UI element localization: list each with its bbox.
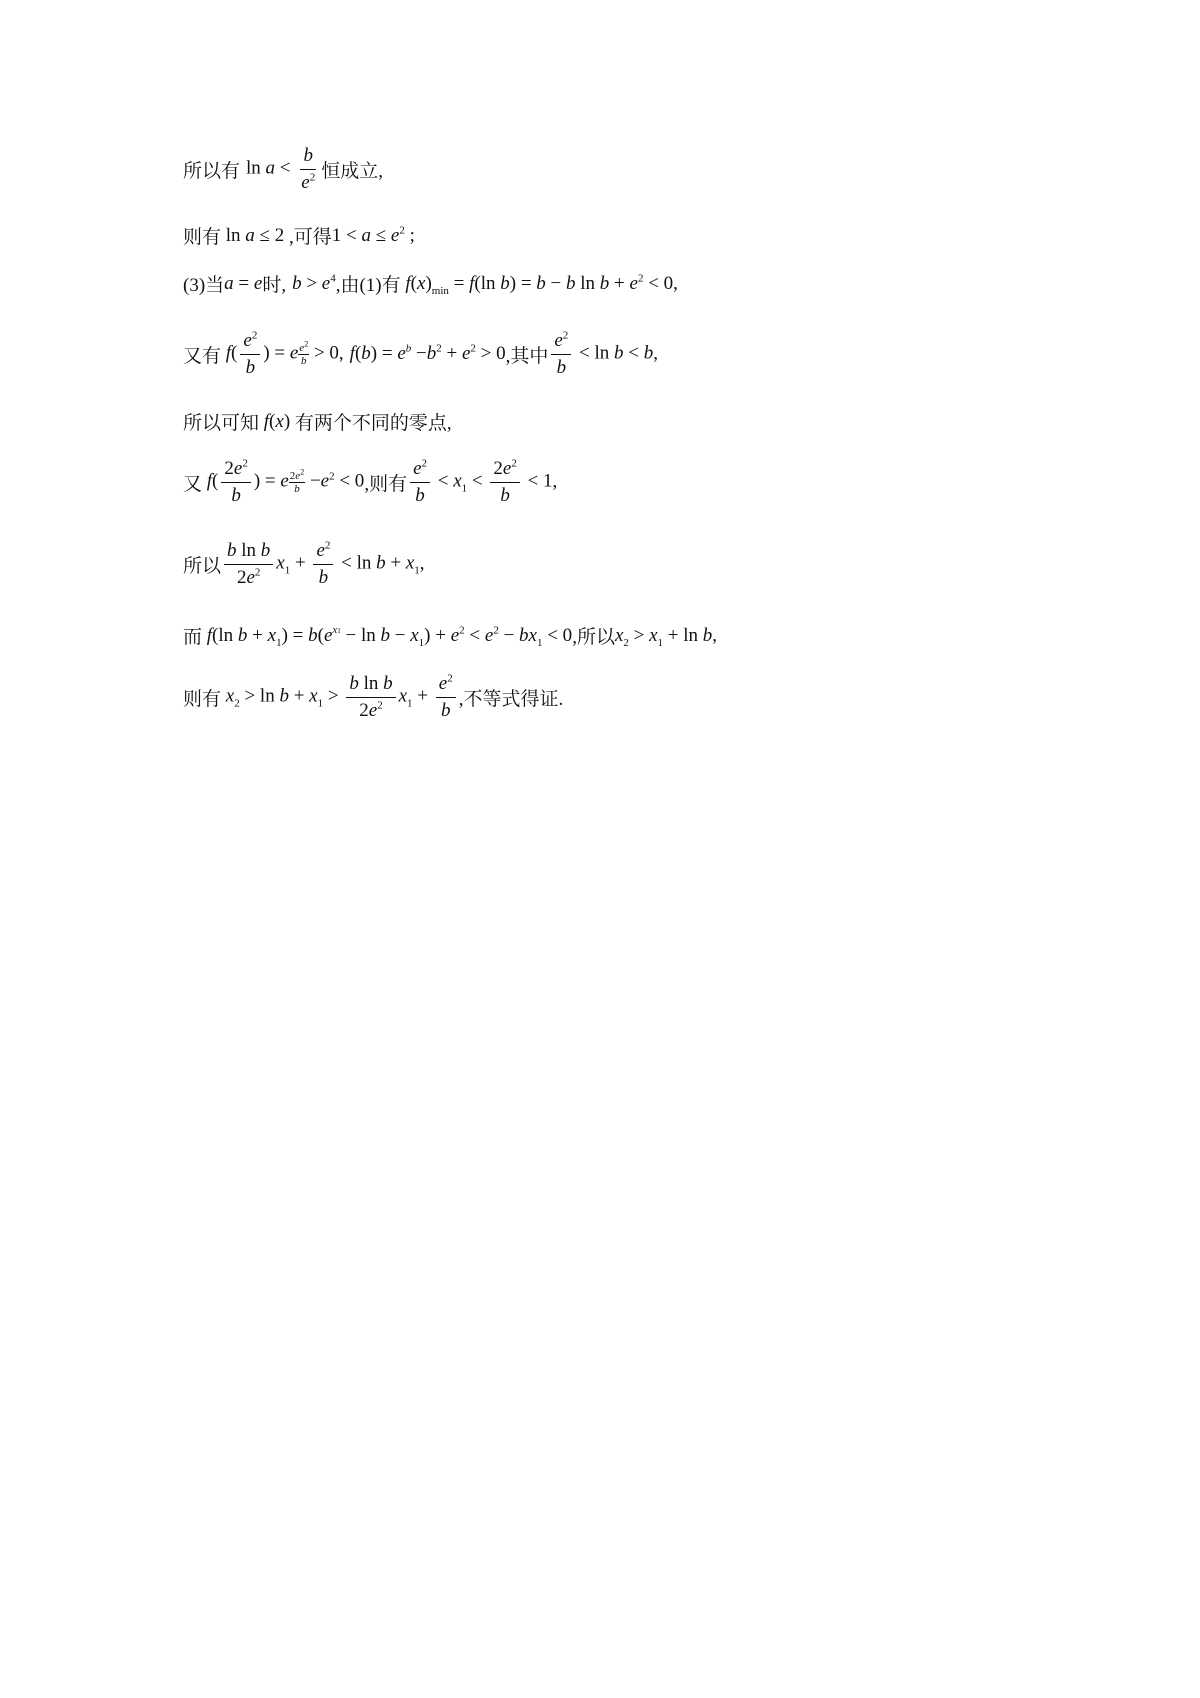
proof-line-6 xyxy=(183,458,557,507)
line-2-prefix: 则有 xyxy=(183,227,222,248)
line-8-text-1: ,所以 xyxy=(572,627,615,648)
formula-f-e2-over-b: f( $\frac{e^2}{b}$ ) = e $\frac{e^2}{b}$ > 0 xyxy=(225,329,339,378)
proof-line-4 xyxy=(183,330,658,379)
formula-ln-a-lt-b-over-e2: ln a < $\frac{b}{e^2}$ xyxy=(246,145,316,193)
line-9-prefix: 则有 xyxy=(183,688,222,710)
line-2-middle: ,可得 xyxy=(288,227,332,248)
line-7-prefix: 所以 xyxy=(183,555,222,577)
line-3-text-2: ,由(1)有 xyxy=(335,275,401,296)
proof-line-8 xyxy=(183,622,717,649)
proof-line-3 xyxy=(183,270,678,297)
formula-a-eq-e: a = e xyxy=(224,272,263,294)
proof-line-5 xyxy=(183,408,452,435)
formula-f-min: $f(x)_{min} = f(\ln$ b) = b − b $\ln b + e^2 < 0$ xyxy=(405,272,674,297)
line-4-text-2: ,其中 xyxy=(505,345,549,367)
line-8-prefix: 而 xyxy=(183,627,203,648)
formula-f-ln-b-plus-x1: f(ln $b + x_1) = b(e^{x1} - \ln b - x_1) + e^2 < e^2 - bx_1 < 0$ xyxy=(206,624,573,649)
formula-f-2e2-over-b: f( $\frac{2e^2}{b}$ ) = e $\frac{2e^2}{b}$ $-e^2 < 0$ xyxy=(206,457,365,506)
line-6-text-1: ,则有 xyxy=(364,473,408,495)
formula-ln-a-le-2: ln a ≤ 2 xyxy=(225,224,289,246)
proof-line-9 xyxy=(183,673,563,722)
proof-line-2 xyxy=(183,222,415,249)
formula-f-b: $f(b) = e^b -b^2 + e^2 > 0$ xyxy=(349,343,506,365)
formula-final-inequality: $x_2 > \ln b + x_1$ > $\frac{\text{b ln b}}{2e^2}$ $x_1$ + $\frac{e^2}{b}$ xyxy=(221,673,459,722)
formula-b-gt-e4: $b > e^4$ xyxy=(292,272,336,294)
line-2-suffix: ; xyxy=(409,224,415,246)
line-9-suffix: ,不等式得证. xyxy=(458,688,564,710)
line-8-suffix: , xyxy=(712,624,718,646)
formula-e2-over-b-lt-ln-b: $\frac{e^2}{b}$ < ln b < b xyxy=(548,330,653,379)
line-5-suffix: 有两个不同的零点, xyxy=(294,413,452,434)
line-6-prefix: 又 xyxy=(183,473,203,495)
proof-line-1 xyxy=(183,145,383,194)
line-3-suffix: , xyxy=(673,272,678,294)
line-1-suffix: 恒成立, xyxy=(321,160,383,182)
formula-b-ln-b-inequality: $\frac{\text{b ln b}}{2e^2}$ $x_1$ + $\frac{e^2}{b}$ < $\ln b + x_1$ xyxy=(221,540,420,589)
formula-f-x: f(x) xyxy=(263,410,295,432)
line-4-suffix: , xyxy=(653,343,659,365)
line-1-prefix: 所以有 xyxy=(183,160,241,182)
line-4-text-1: , xyxy=(338,343,344,365)
formula-x1-bounds: $\frac{e^2}{b}$ < $x_1$ < $\frac{2e^2}{b}$ < 1 xyxy=(407,458,552,507)
line-6-suffix: , xyxy=(552,471,558,493)
formula-x2-gt: $x_2 > x_1 + \ln b$ xyxy=(614,624,713,649)
formula-a-range: $1 < a \le e^2$ xyxy=(331,224,405,246)
line-4-prefix: 又有 xyxy=(183,345,222,367)
proof-line-7 xyxy=(183,540,425,589)
line-3-text-1: 时, xyxy=(262,275,287,296)
line-5-prefix: 所以可知 xyxy=(183,413,260,434)
line-7-suffix: , xyxy=(419,553,425,575)
line-3-prefix: (3)当 xyxy=(183,275,225,296)
